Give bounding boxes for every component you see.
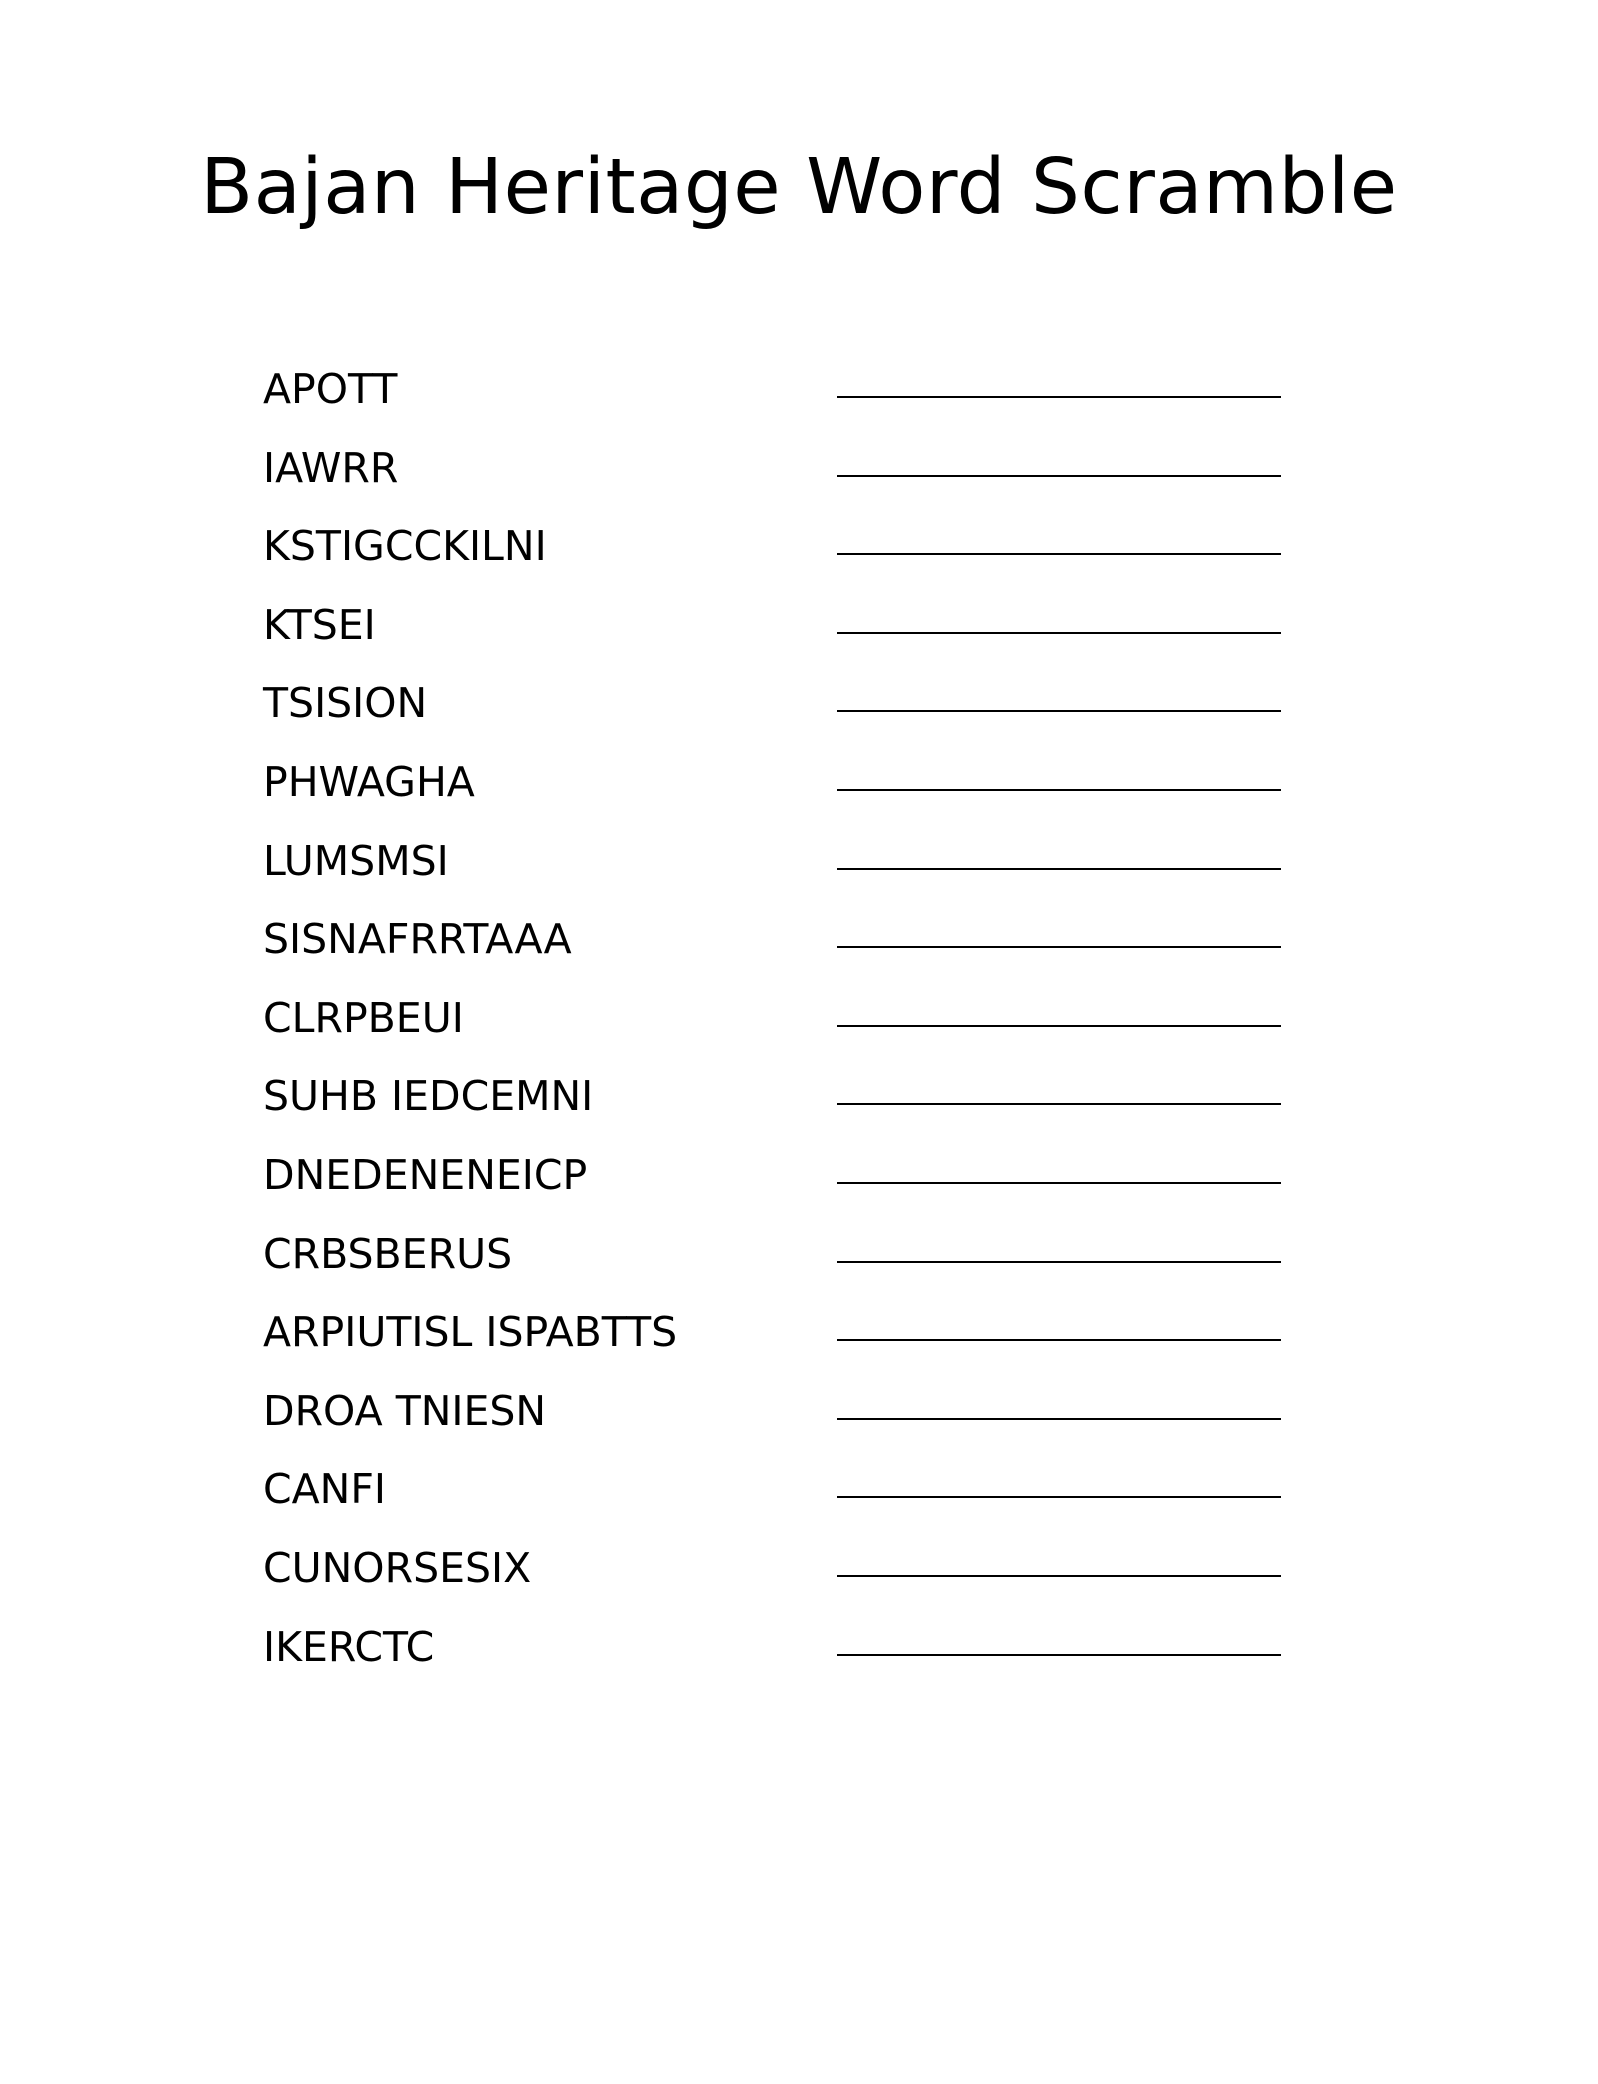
- word-row: [0, 439, 1598, 517]
- scrambled-word: IKERCTC: [263, 1622, 435, 1671]
- word-row: [0, 989, 1598, 1067]
- word-row: [0, 596, 1598, 674]
- answer-line: [837, 553, 1281, 555]
- word-row: [0, 1146, 1598, 1224]
- word-row: [0, 1618, 1598, 1696]
- scrambled-word: SUHB IEDCEMNI: [263, 1072, 594, 1121]
- scrambled-word: CRBSBERUS: [263, 1229, 513, 1278]
- answer-line: [837, 946, 1281, 948]
- answer-line: [837, 1339, 1281, 1341]
- scrambled-word: DNEDENENEICP: [263, 1151, 588, 1199]
- scrambled-word: TSISION: [263, 679, 428, 728]
- answer-line: [837, 1418, 1281, 1420]
- answer-line: [837, 1182, 1281, 1184]
- word-row: [0, 1225, 1598, 1303]
- answer-line: [837, 1025, 1281, 1027]
- word-row: [0, 910, 1598, 988]
- scrambled-word: KSTIGCCKILNI: [263, 522, 547, 571]
- answer-line: [837, 1496, 1281, 1498]
- scrambled-word: KTSEI: [263, 600, 376, 649]
- answer-line: [837, 868, 1281, 870]
- answer-line: [837, 396, 1281, 398]
- answer-line: [837, 789, 1281, 791]
- scrambled-word: CANFI: [263, 1465, 387, 1514]
- scrambled-word: DROA TNIESN: [263, 1386, 547, 1435]
- word-row: [0, 1460, 1598, 1538]
- scrambled-word: APOTT: [263, 365, 398, 413]
- scrambled-word: CLRPBEUI: [263, 993, 464, 1042]
- scrambled-word: PHWAGHA: [263, 758, 475, 806]
- page-title: Bajan Heritage Word Scramble: [200, 143, 1398, 232]
- scrambled-word: SISNAFRRTAAA: [263, 915, 572, 964]
- word-row: [0, 1303, 1598, 1381]
- scrambled-word: LUMSMSI: [263, 836, 449, 885]
- answer-line: [837, 475, 1281, 477]
- scrambled-word: ARPIUTISL ISPABTTS: [263, 1308, 678, 1357]
- scrambled-word: IAWRR: [263, 443, 399, 492]
- word-row: [0, 674, 1598, 752]
- word-row: [0, 1067, 1598, 1145]
- scrambled-word: CUNORSESIX: [263, 1544, 532, 1592]
- word-row: [0, 1382, 1598, 1460]
- answer-line: [837, 632, 1281, 634]
- word-row: [0, 517, 1598, 595]
- word-row: [0, 1539, 1598, 1617]
- answer-line: [837, 710, 1281, 712]
- word-row: [0, 753, 1598, 831]
- word-row: [0, 832, 1598, 910]
- word-row: [0, 360, 1598, 438]
- answer-line: [837, 1261, 1281, 1263]
- answer-line: [837, 1575, 1281, 1577]
- answer-line: [837, 1654, 1281, 1656]
- answer-line: [837, 1103, 1281, 1105]
